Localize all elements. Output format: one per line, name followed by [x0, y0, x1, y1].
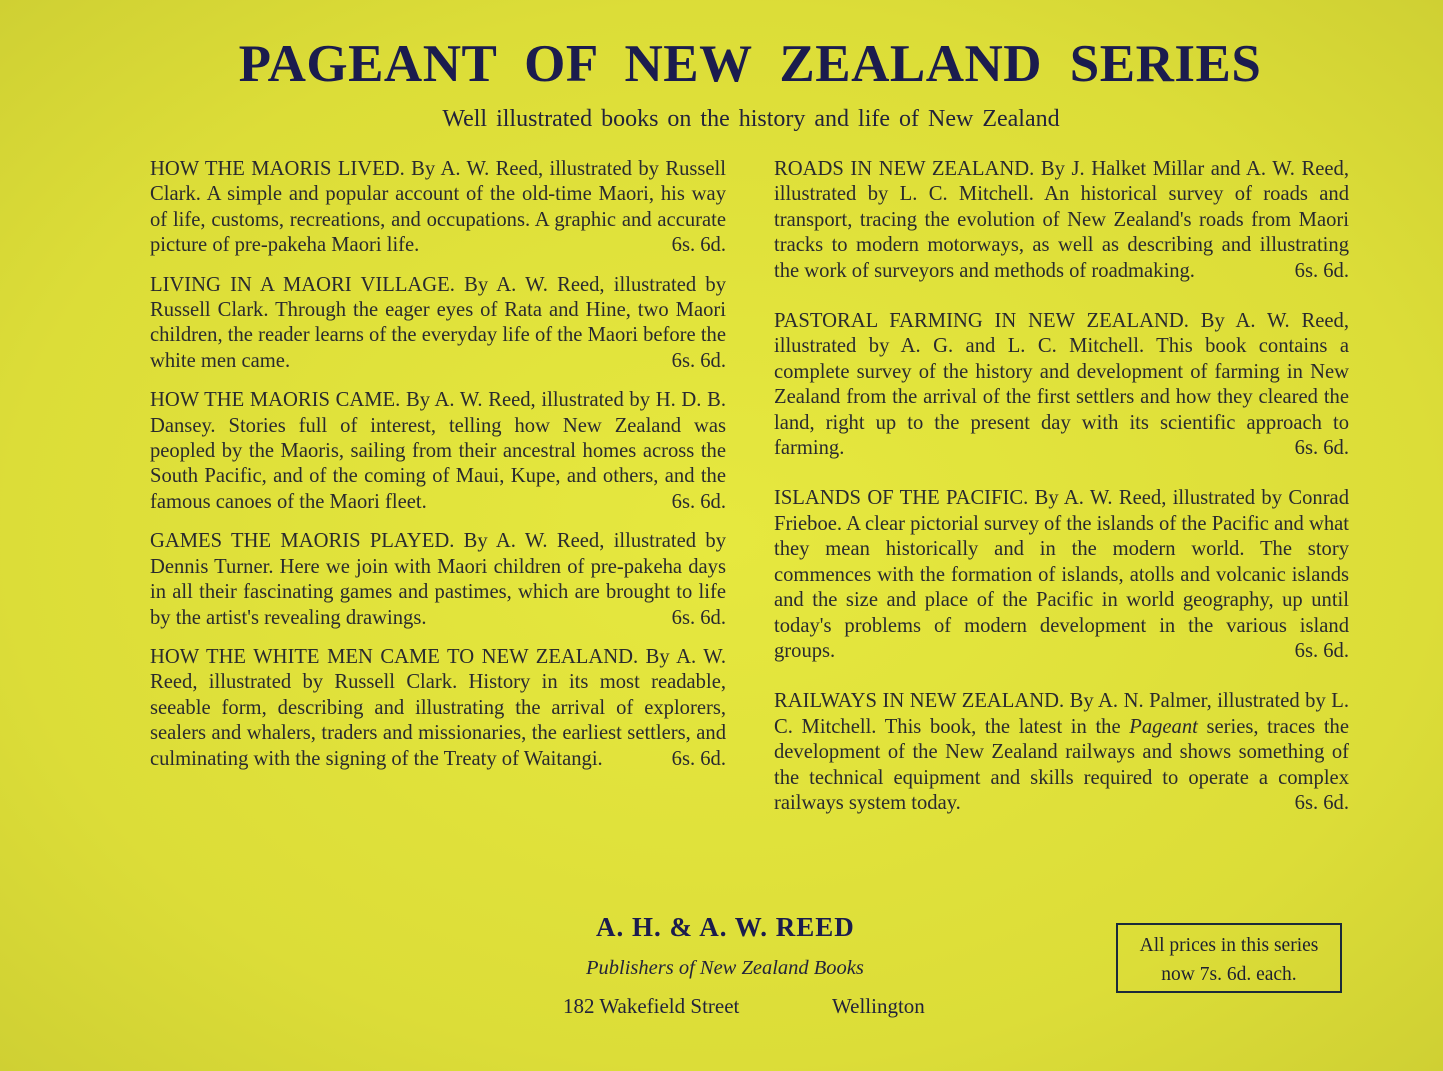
- book-price: 6s. 6d.: [671, 747, 726, 770]
- book-entry: [774, 486, 1349, 664]
- book-entry: [150, 529, 726, 631]
- book-entry: [150, 645, 726, 772]
- publisher-name: A. H. & A. W. REED: [596, 912, 855, 942]
- series-name-italic: Pageant: [1129, 715, 1198, 738]
- book-description: ISLANDS OF THE PACIFIC. By A. W. Reed, illustrated by Conrad Frieboe. A clear pictorial survey of the islands of the Pacific and what they mean historically and in the modern world. The story commences with the formation of islands, atolls and volcanic islands and the size and place of the Pacific in world geography, up until today's problems of modern development in the various island groups.: [774, 487, 1349, 662]
- book-description: HOW THE MAORIS CAME. By A. W. Reed, illustrated by H. D. B. Dansey. Stories full of interest, telling how New Zealand was peopled by the Maoris, sailing from their ancestral homes across the South Pacific, and of the coming of Maui, Kupe, and others, and the famous canoes of the Maori fleet.: [150, 389, 726, 513]
- book-price: 6s. 6d.: [1294, 639, 1349, 662]
- book-price: 6s. 6d.: [671, 234, 726, 257]
- book-price: 6s. 6d.: [1294, 791, 1349, 814]
- book-entry: [150, 273, 726, 375]
- price-notice-box: [1116, 923, 1342, 993]
- publisher-address: 182 Wakefield Street: [563, 994, 740, 1018]
- book-price: 6s. 6d.: [1294, 259, 1349, 282]
- right-column: [774, 157, 1349, 816]
- price-notice-line2: now 7s. 6d. each.: [1161, 964, 1297, 985]
- book-price: 6s. 6d.: [671, 606, 726, 629]
- price-notice-line1: All prices in this series: [1139, 935, 1319, 956]
- book-price: 6s. 6d.: [671, 349, 726, 372]
- series-subtitle: Well illustrated books on the history and life of New Zealand: [442, 106, 1060, 132]
- book-description-cont: series, traces the development of the New Zealand railways and shows something of the technical equipment and skills required to operate a complex railways system today.: [774, 715, 1349, 814]
- book-entry: [150, 388, 726, 515]
- book-description: HOW THE WHITE MEN CAME TO NEW ZEALAND. By A. W. Reed, illustrated by Russell Clark. History in its most readable, seeable form, describing and illustrating the arrival of explorers, sealers and whalers, traders and missionaries, the earliest settlers, and culminating with the signing of the Treaty of Waitangi.: [150, 645, 726, 770]
- book-entry: [150, 157, 726, 259]
- book-description: RAILWAYS IN NEW ZEALAND. By A. N. Palmer, illustrated by L. C. Mitchell. This book, the latest in the: [774, 690, 1349, 738]
- book-price: 6s. 6d.: [671, 490, 726, 513]
- book-description: GAMES THE MAORIS PLAYED. By A. W. Reed, illustrated by Dennis Turner. Here we join with Maori children of pre-pakeha days in all their fascinating games and pastimes, which are brought to life by the artist's revealing drawings.: [150, 530, 726, 629]
- series-title: PAGEANT OF NEW ZEALAND SERIES: [238, 35, 1262, 93]
- book-description: LIVING IN A MAORI VILLAGE. By A. W. Reed, illustrated by Russell Clark. Through the eager eyes of Rata and Hine, two Maori children, the reader learns of the everyday life of the Maori before the white men came.: [150, 273, 726, 372]
- left-column: [150, 157, 726, 772]
- book-entry: [774, 689, 1349, 816]
- book-description: ROADS IN NEW ZEALAND. By J. Halket Millar and A. W. Reed, illustrated by L. C. Mitchell. An historical survey of roads and transport, tracing the evolution of New Zealand's roads from Maori tracks to modern motorways, as well as describing and illustrating the work of surveyors and methods of roadmaking.: [774, 158, 1349, 282]
- book-description: HOW THE MAORIS LIVED. By A. W. Reed, illustrated by Russell Clark. A simple and popular account of the old-time Maori, his way of life, customs, recreations, and occupations. A graphic and accurate picture of pre-pakeha Maori life.: [150, 158, 726, 257]
- book-description: PASTORAL FARMING IN NEW ZEALAND. By A. W. Reed, illustrated by A. G. and L. C. Mitchell. This book contains a complete survey of the history and development of farming in New Zealand from the arrival of the first settlers and how they cleared the land, right up to the present day with its scientific approach to farming.: [774, 310, 1349, 460]
- book-entry: [774, 157, 1349, 284]
- publisher-city: Wellington: [832, 994, 925, 1018]
- publisher-tagline: Publishers of New Zealand Books: [586, 957, 864, 979]
- book-price: 6s. 6d.: [1294, 437, 1349, 460]
- book-entry: [774, 309, 1349, 461]
